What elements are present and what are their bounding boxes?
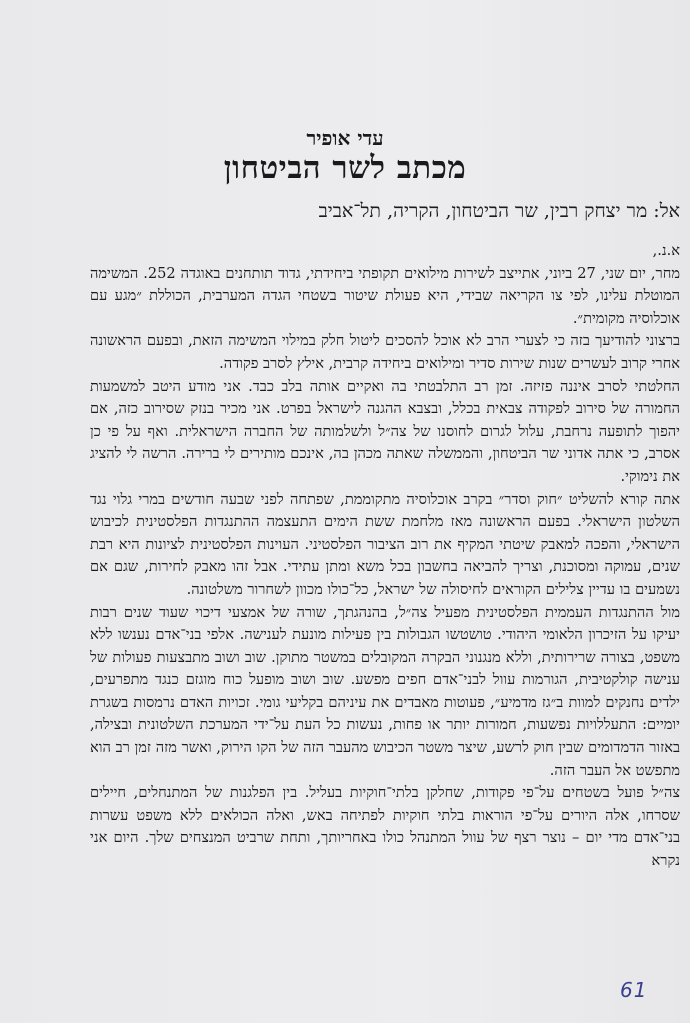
paragraph: אתה קורא להשליט ״חוק וסדר״ בקרב אוכלוסיה מתקוממת, שפתחה לפני שבעה חודשים במרי גלוי נגד השלטון הישראלי. בפעם הראשונה מאז מלחמת ששת הימים התעצמה ההתנגדות הפלסטינית לכיבוש הישראלי, והפכה למאבק שיטתי המקיף את רוב הציבור הפלסטיני. העוינות הפלסטינית לציונות היא רבת שנים, עמוקה ומסוכנת, וצריך להביאה בחשבון בכל משא ומתן עתידי. אבל זהו מאבק לחירות, שגם אם נשמעים בו עדיין צלילים הקוראים לחיסולה של ישראל, כל־כולו מכוון לשחרור משלטונה. bbox=[90, 490, 680, 598]
paragraph: מחר, יום שני, 27 ביוני, אתייצב לשירות מילואים תקופתי ביחידתי, גדוד תותחנים באוגדה 252. המשימה המוטלת עלינו, לפי צו הקריאה שבידי, היא פעולת שיטור בשטחי הגדה המערבית, הכוללת ״מגע עם אוכלוסיה מקומית״. bbox=[90, 264, 680, 327]
letter-address: אל: מר יצחק רבין, שר הביטחון, הקריה, תל־אביב bbox=[318, 200, 680, 222]
paragraph: מול ההתנגדות העממית הפלסטינית מפעיל צה״ל, בהנהגתך, שורה של אמצעי דיכוי שעוד שנים רבות יעיקו על הזיכרון הלאומי היהודי. טושטשו הגבולות בין פעילות מונעת לענישה. אלפי בני־אדם נענשו ללא משפט, בצורה שרירותית, וללא מנגנוני הבקרה המקובלים במשטר מתוקן. שוב ושוב מתבצעות פעולות של ענישה קולקטיבית, הגורמות עוול לבני־אדם חפים מפשע. שוב ושוב מופעל כוח מוגזם כנגד מתפרעים, ילדים נחנקים למוות ב״גז מדמיע״, פעוטות מאבדים את עיניהם בקליעי גומי. זכויות האדם נרמסות בשגרת יומיים: התעללויות נפשעות, חמורות יותר או פחות, נעשות כל העת על־ידי המערכת השלטונית ובצילה, באזור הדמדומים שבין חוק לרשע, שיצר משטר הכיבוש מהעבר הזה של הקו הירוק, ואשר מזה זמן רב הוא מתפשט אל העבר הזה. bbox=[90, 603, 680, 779]
author-name: עדי אופיר bbox=[306, 126, 384, 150]
letter-title: מכתב לשר הביטחון bbox=[223, 150, 467, 186]
paragraph: החלטתי לסרב איננה פזיזה. זמן רב התלבטתי בה ואקיים אותה בלב כבד. אני מודע היטב למשמעות החמורה של סירוב לפקודה צבאית בכלל, ובצבא ההגנה לישראל בפרט. אני מכיר בנזק שסירוב כזה, אם יהפוך לתופעה נרחבת, עלול לגרום לחוסנו של צה״ל ולשלמותה של החברה הישראלית. ואף על פי כן אסרב, כי אתה אדוני שר הביטחון, והממשלה שאתה מכהן בה, אינכם מותירים לי ברירה. הרשה לי להציג את נימוקי. bbox=[90, 377, 680, 485]
paragraph: צה״ל פועל בשטחים על־פי פקודות, שחלקן בלתי־חוקיות בעליל. בין הפלגנות של המתנחלים, חיילים שסרחו, אלה היורים על־פי הוראות בלתי חוקיות לפתיחה באש, ואלה הכולאים ללא משפט עשרות בני־אדם מדי יום – נוצר רצף של עוול המתנהל כולו באחריותך, ותחת שרביט המנצחים שלך. היום אני נקרא bbox=[90, 784, 680, 870]
salutation: א.נ., bbox=[652, 242, 680, 259]
page-number: 61 bbox=[620, 978, 648, 1002]
letter-body bbox=[90, 240, 680, 873]
paragraph: ברצוני להודיעך בזה כי לצערי הרב לא אוכל להסכים ליטול חלק במילוי המשימה הזאת, ובפעם הראשונה אחרי קרוב לעשרים שנות שירות סדיר ומילואים ביחידה קרבית, אילץ לסרב פקודה. bbox=[90, 332, 680, 372]
